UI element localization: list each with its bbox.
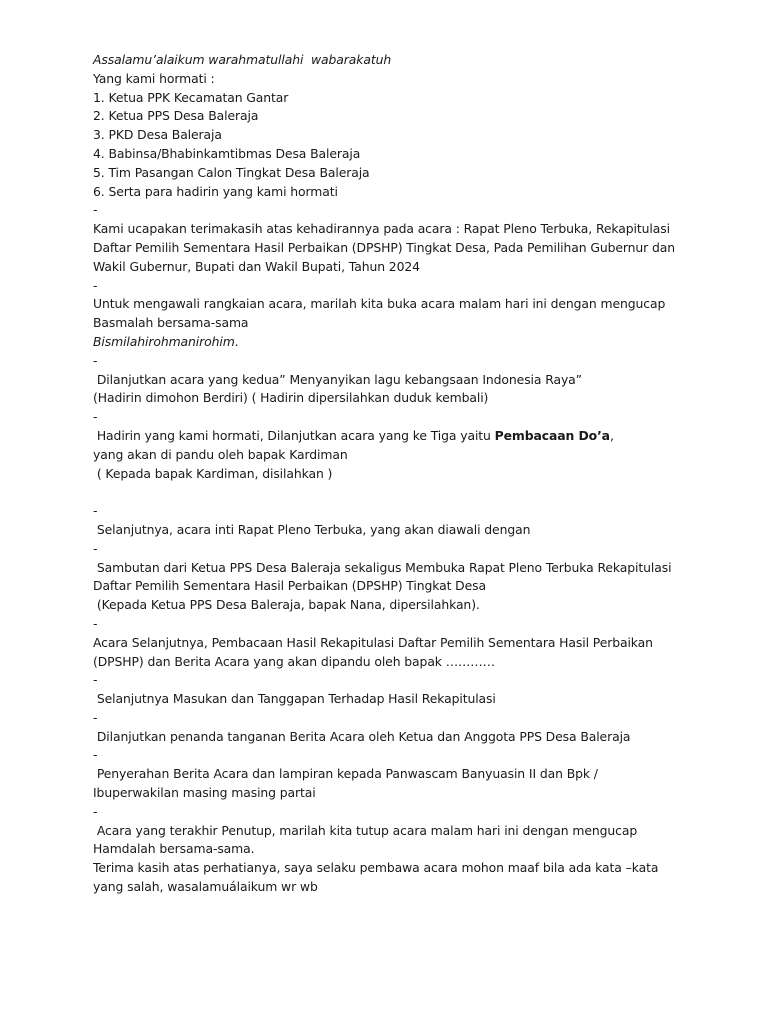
respected-line: Yang kami hormati : [93,70,215,86]
prayer-intro: Hadirin yang kami hormati, Dilanjutkan acara yang ke Tiga yaitu [93,427,495,443]
separator-dash: - [93,803,98,819]
separator-dash: - [93,540,98,556]
separator-dash: - [93,747,98,763]
separator-dash: - [93,615,98,631]
separator-dash: - [93,672,98,688]
blank-line [93,483,683,502]
main-event-line: Selanjutnya, acara inti Rapat Pleno Terbuka, yang akan diawali dengan [93,521,531,537]
basmalah-period: . [234,333,239,349]
closing-paragraph: Acara yang terakhir Penutup, marilah kita tutup acara malam hari ini dengan mengucap Hamdalah bersama-sama. [93,822,641,857]
prayer-line [93,427,683,446]
honoree-list [93,89,683,202]
greeting-line: Assalamu’alaikum warahmatullahi wabarakatuh [93,52,392,67]
document-page [93,51,683,897]
separator-dash: - [93,277,98,293]
welcome-note: (Kepada Ketua PPS Desa Baleraja, bapak Nana, dipersilahkan). [93,597,480,613]
separator-dash: - [93,503,98,519]
honoree-item: 6. Serta para hadirin yang kami hormati [93,183,338,199]
anthem-line: Dilanjutkan acara yang kedua” Menyanyikan lagu kebangsaan Indonesia Raya” [93,371,582,387]
signing-line: Dilanjutkan penanda tanganan Berita Acara oleh Ketua dan Anggota PPS Desa Baleraja [93,728,631,744]
reading-paragraph: Acara Selanjutnya, Pembacaan Hasil Rekapitulasi Daftar Pemilih Sementara Hasil Perbaikan (DPSHP) dan Berita Acara yang akan dipandu oleh bapak ………… [93,634,657,669]
handover-paragraph: Penyerahan Berita Acara dan lampiran kepada Panwascam Banyuasin II dan Bpk / Ibuperwakilan masing masing partai [93,766,602,801]
separator-dash: - [93,709,98,725]
prayer-note: ( Kepada bapak Kardiman, disilahkan ) [93,465,333,481]
separator-dash: - [93,352,98,368]
prayer-end: , [609,427,614,443]
honoree-item: 5. Tim Pasangan Calon Tingkat Desa Baleraja [93,164,370,180]
separator-dash: - [93,409,98,425]
welcome-speech-paragraph: Sambutan dari Ketua PPS Desa Baleraja sekaligus Membuka Rapat Pleno Terbuka Rekapitulasi Daftar Pemilih Sementara Hasil Perbaikan (DPSHP) Tingkat Desa [93,559,676,594]
feedback-line: Selanjutnya Masukan dan Tanggapan Terhadap Hasil Rekapitulasi [93,691,496,707]
opening-paragraph: Untuk mengawali rangkaian acara, marilah kita buka acara malam hari ini dengan mengucap Basmalah bersama-sama [93,296,670,331]
basmalah-line [93,333,683,352]
thanks-paragraph: Kami ucapakan terimakasih atas kehadirannya pada acara : Rapat Pleno Terbuka, Rekapitulasi Daftar Pemilih Sementara Hasil Perbaikan (DPSHP) Tingkat Desa, Pada Pemilihan Gubernur dan Wakil Gubernur, Bupati dan Wakil Bupati, Tahun 2024 [93,221,679,274]
anthem-note: (Hadirin dimohon Berdiri) ( Hadirin dipersilahkan duduk kembali) [93,390,489,406]
honoree-item: 1. Ketua PPK Kecamatan Gantar [93,89,289,105]
honoree-item: 4. Babinsa/Bhabinkamtibmas Desa Baleraja [93,145,361,161]
farewell-paragraph: Terima kasih atas perhatianya, saya selaku pembawa acara mohon maaf bila ada kata –kata yang salah, wasalamuálaikum wr wb [93,860,663,895]
prayer-guide: yang akan di pandu oleh bapak Kardiman [93,446,348,462]
basmalah-text: Bismilahirohmanirohim [93,333,235,349]
honoree-item: 2. Ketua PPS Desa Baleraja [93,108,259,124]
prayer-bold: Pembacaan Do’a [494,427,610,443]
separator-dash: - [93,202,98,218]
honoree-item: 3. PKD Desa Baleraja [93,127,222,143]
